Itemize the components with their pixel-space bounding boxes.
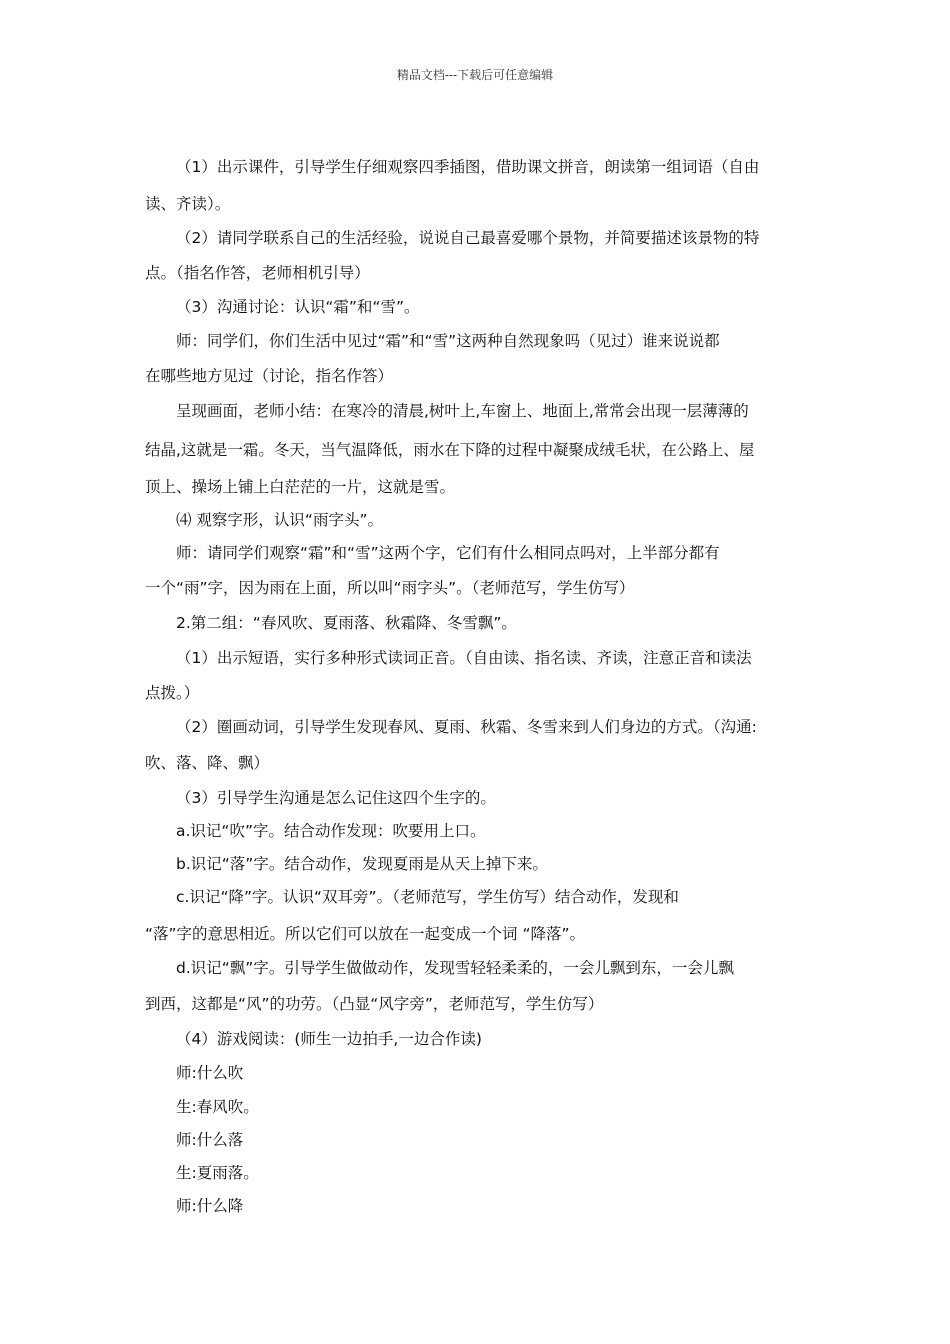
text-line: （1）出示课件，引导学生仔细观察四季插图，借助课文拼音，朗读第一组词语（自由 xyxy=(176,158,760,176)
text-line: c.识记“降”字。认识“双耳旁”。（老师范写，学生仿写）结合动作，发现和 xyxy=(176,888,679,906)
text-line: “落”字的意思相近。所以它们可以放在一起变成一个词 “降落”。 xyxy=(145,925,586,943)
text-line: （3）引导学生沟通是怎么记住这四个生字的。 xyxy=(176,789,496,807)
text-line: 到西，这都是“风”的功劳。（凸显“风字旁”，老师范写，学生仿写） xyxy=(145,995,604,1013)
text-line: （4）游戏阅读：(师生一边拍手,一边合作读) xyxy=(176,1030,482,1048)
text-line: 吹、落、降、飘） xyxy=(145,754,270,772)
text-line: 师:什么落 xyxy=(176,1131,244,1149)
text-line: a.识记“吹”字。结合动作发现：吹要用上口。 xyxy=(176,822,486,840)
text-line: 结晶,这就是一霜。冬天，当气温降低，雨水在下降的过程中凝聚成绒毛状，在公路上、屋 xyxy=(145,441,755,459)
page-header: 精品文档---下载后可任意编辑 xyxy=(396,68,554,82)
text-line: 师:什么吹 xyxy=(176,1064,244,1082)
text-line: 点拨。） xyxy=(145,684,200,702)
text-line: 生:夏雨落。 xyxy=(176,1164,259,1182)
text-line: （3）沟通讨论：认识“霜”和“雪”。 xyxy=(176,298,420,316)
text-line: （2）圈画动词，引导学生发现春风、夏雨、秋霜、冬雪来到人们身边的方式。（沟通: xyxy=(176,718,757,736)
text-line: 顶上、操场上铺上白茫茫的一片，这就是雪。 xyxy=(145,478,456,496)
text-line: （1）出示短语，实行多种形式读词正音。（自由读、指名读、齐读，注意正音和读法 xyxy=(176,649,752,667)
text-line: 点。（指名作答，老师相机引导） xyxy=(145,264,370,282)
text-line: 读、齐读）。 xyxy=(145,195,231,213)
text-line: 师：请同学们观察“霜”和“雪”这两个字，它们有什么相同点吗对，上半部分都有 xyxy=(176,544,720,562)
text-line: b.识记“落”字。结合动作，发现夏雨是从天上掉下来。 xyxy=(176,855,548,873)
text-line: ⑷ 观察字形，认识“雨字头”。 xyxy=(176,511,383,529)
text-line: 生:春风吹。 xyxy=(176,1098,259,1116)
text-line: d.识记“飘”字。引导学生做做动作，发现雪轻轻柔柔的，一会儿飘到东，一会儿飘 xyxy=(176,959,734,977)
text-line: 呈现画面，老师小结：在寒冷的清晨,树叶上,车窗上、地面上,常常会出现一层薄薄的 xyxy=(176,402,749,420)
text-line: 在哪些地方见过（讨论，指名作答） xyxy=(145,367,394,385)
text-line: 师:什么降 xyxy=(176,1197,244,1215)
text-line: 师：同学们，你们生活中见过“霜”和“雪”这两种自然现象吗（见过）谁来说说都 xyxy=(176,332,720,350)
text-line: （2）请同学联系自己的生活经验，说说自己最喜爱哪个景物，并简要描述该景物的特 xyxy=(176,229,760,247)
text-line: 2.第二组：“春风吹、夏雨落、秋霜降、冬雪飘”。 xyxy=(176,614,517,632)
text-line: 一个“雨”字，因为雨在上面，所以叫“雨字头”。（老师范写，学生仿写） xyxy=(145,579,635,597)
